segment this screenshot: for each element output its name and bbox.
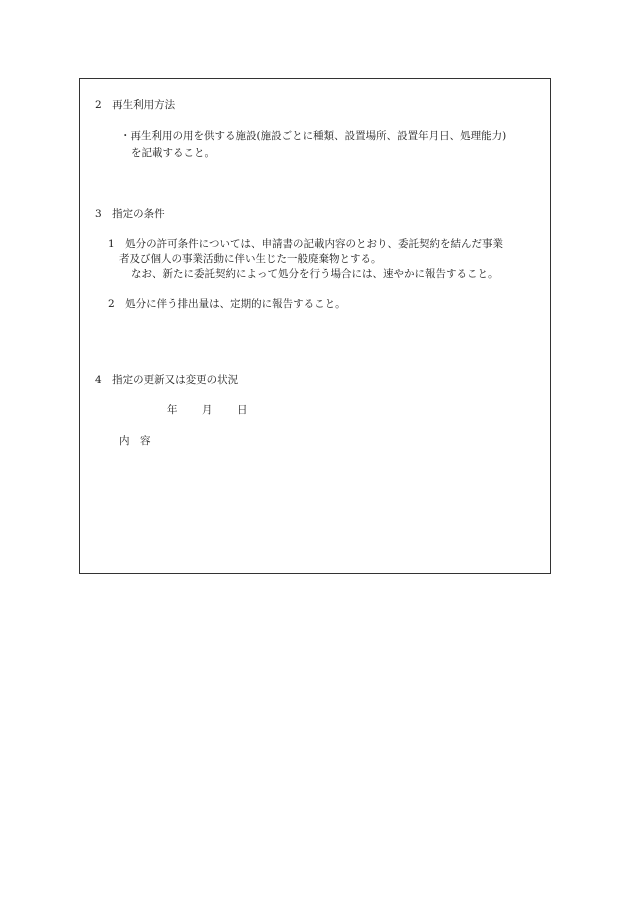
condition-1-line1: 1 処分の許可条件については、申請書の記載内容のとおり、委託契約を結んだ事業 [108, 238, 503, 250]
section-heading-reuse-method: 2 再生利用方法 [95, 99, 176, 111]
content-label: 内 容 [119, 435, 151, 447]
date-year-label: 年 [167, 404, 178, 416]
section-heading-renewal-change-status: 4 指定の更新又は変更の状況 [95, 374, 239, 386]
reuse-facility-instruction-line1: ・再生利用の用を供する施設(施設ごとに種類、設置場所、設置年月日、処理能力) [120, 130, 507, 142]
section-heading-designation-conditions: 3 指定の条件 [95, 208, 165, 220]
reuse-facility-instruction-line2: を記載すること。 [131, 147, 215, 159]
condition-1-line3: なお、新たに委託契約によって処分を行う場合には、速やかに報告すること。 [131, 268, 499, 280]
condition-2: 2 処分に伴う排出量は、定期的に報告すること。 [108, 298, 346, 310]
date-month-label: 月 [202, 404, 213, 416]
date-day-label: 日 [237, 404, 248, 416]
condition-1-line2: 者及び個人の事業活動に伴い生じた一般廃棄物とする。 [119, 253, 382, 265]
